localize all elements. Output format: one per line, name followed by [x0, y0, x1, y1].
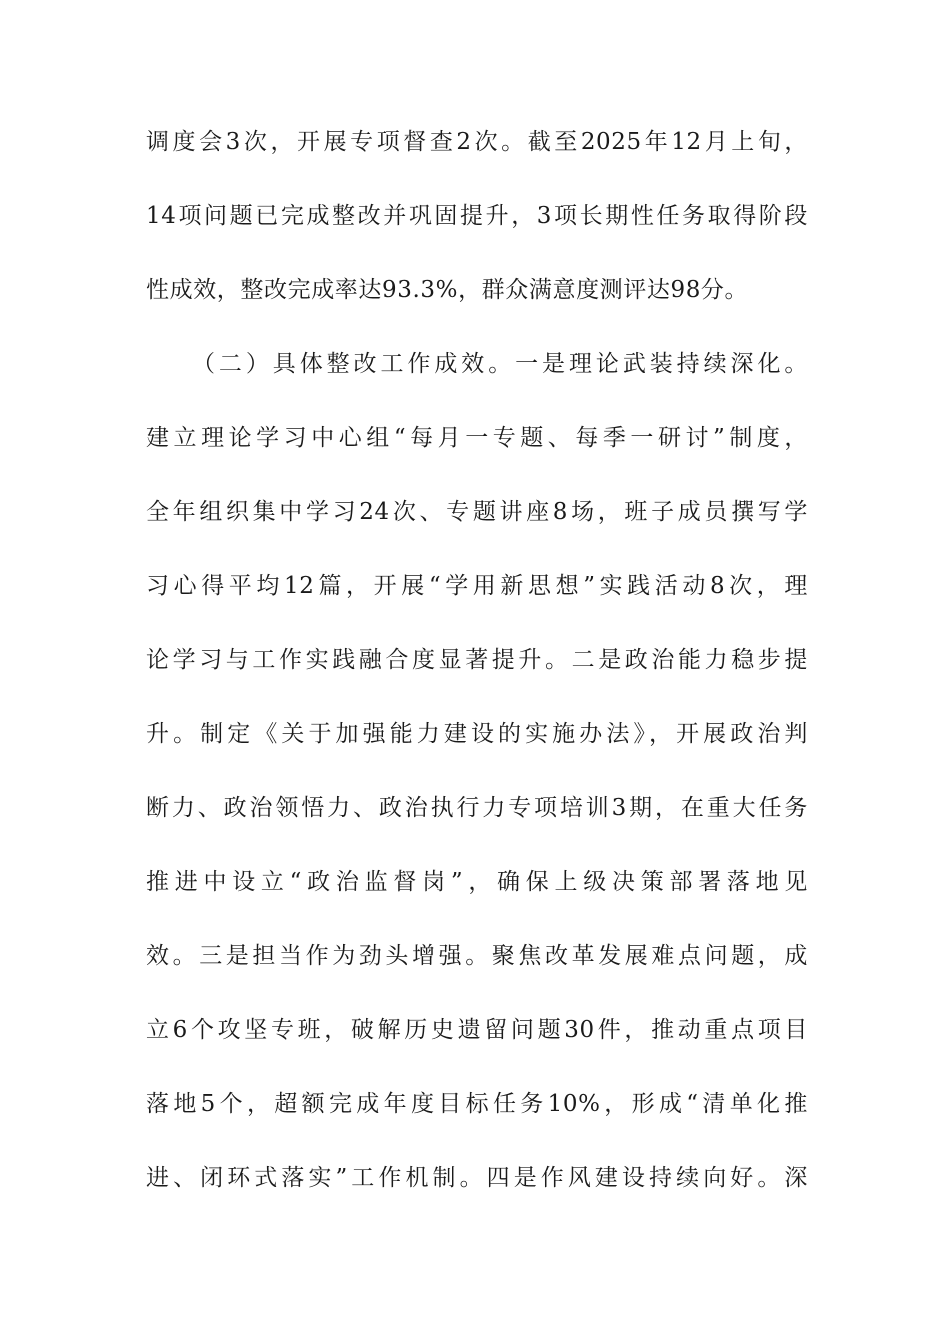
- text-line: 调度会3次，开展专项督查2次。截至2025年12月上旬，: [146, 129, 808, 155]
- text-line: 建立理论学习中心组“每月一专题、每季一研讨”制度，: [146, 425, 808, 451]
- text-line: 效。三是担当作为劲头增强。聚焦改革发展难点问题，成: [146, 943, 808, 969]
- text-line: 全年组织集中学习24次、专题讲座8场，班子成员撰写学: [146, 499, 808, 525]
- section-heading-line: （二）具体整改工作成效。一是理论武装持续深化。: [192, 351, 808, 377]
- text-line: 推进中设立“政治监督岗”，确保上级决策部署落地见: [146, 869, 808, 895]
- text-line: 习心得平均12篇，开展“学用新思想”实践活动8次，理: [146, 573, 808, 599]
- text-line: 断力、政治领悟力、政治执行力专项培训3期，在重大任务: [146, 795, 808, 821]
- text-line: 性成效，整改完成率达93.3%，群众满意度测评达98分。: [146, 277, 749, 303]
- body-text: [146, 120, 808, 1230]
- text-line: 进、闭环式落实”工作机制。四是作风建设持续向好。深: [146, 1165, 808, 1191]
- text-line: 论学习与工作实践融合度显著提升。二是政治能力稳步提: [146, 647, 808, 673]
- text-line: 升。制定《关于加强能力建设的实施办法》，开展政治判: [146, 721, 808, 747]
- text-line: 落地5个，超额完成年度目标任务10%，形成“清单化推: [146, 1091, 808, 1117]
- text-line: 立6个攻坚专班，破解历史遗留问题30件，推动重点项目: [146, 1017, 808, 1043]
- text-line: 14项问题已完成整改并巩固提升，3项长期性任务取得阶段: [146, 203, 808, 229]
